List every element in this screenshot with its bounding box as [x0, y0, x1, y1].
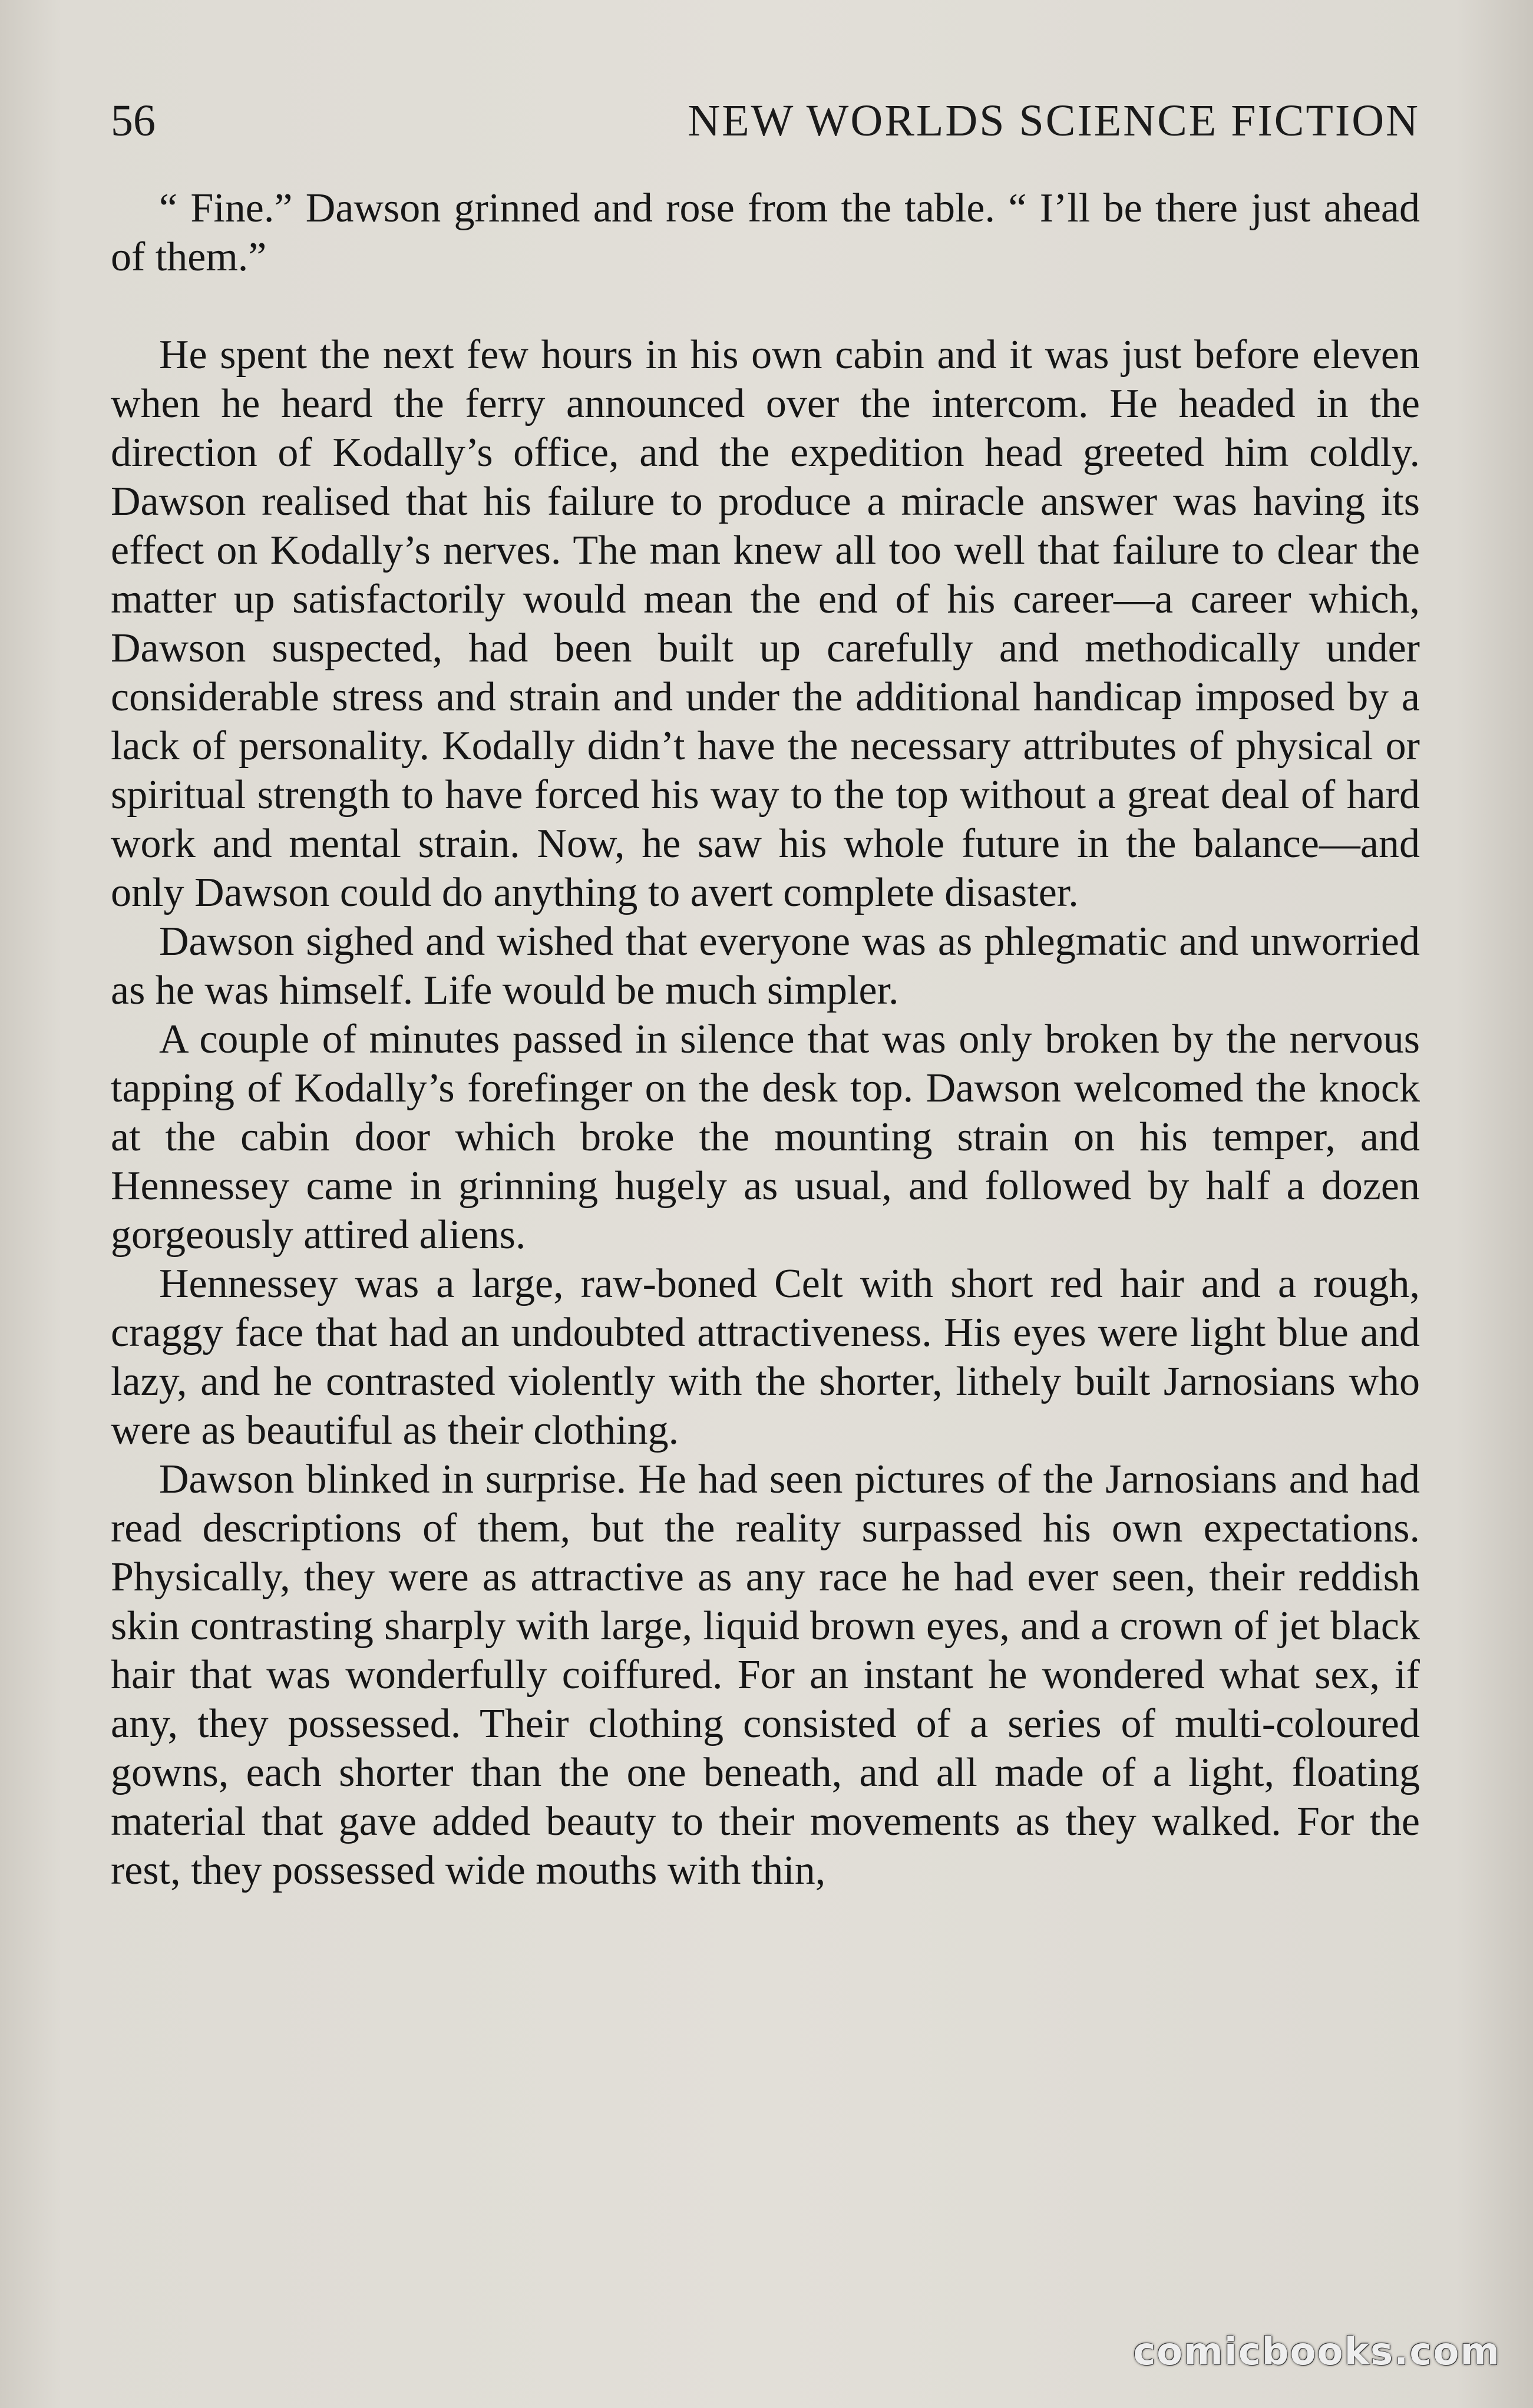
- running-head: NEW WORLDS SCIENCE FICTION: [688, 96, 1420, 145]
- paragraph: He spent the next few hours in his own cabin and it was just before eleven when he heard the ferry announced over the intercom. He headed in the direction of Kodally’s office, and the expedition head greeted him coldly. Dawson realised that his failure to produce a miracle answer was having its effect on Kodally’s nerves. The man knew all too well that failure to clear the matter up satisfactorily would mean the end of his career—a career which, Dawson suspected, had been built up carefully and methodically under considerable stress and strain and under the additional handicap imposed by a lack of personality. Kodally didn’t have the necessary attributes of physical or spiritual strength to have forced his way to the top without a great deal of hard work and mental strain. Now, he saw his whole future in the balance—and only Dawson could do anything to avert complete disaster.: [111, 332, 1420, 915]
- paragraph: Hennessey was a large, raw-boned Celt with short red hair and a rough, craggy face that had an undoubted attractiveness. His eyes were light blue and lazy, and he contrasted violently with the shorter, lithely built Jarnosians who were as beautiful as their clothing.: [111, 1261, 1420, 1453]
- page-number: 56: [111, 96, 156, 145]
- page-header: [111, 88, 1420, 153]
- body-text: [111, 184, 1420, 1895]
- watermark: comicbooks.com: [1133, 2330, 1501, 2374]
- paragraph: A couple of minutes passed in silence that was only broken by the nervous tapping of Kodally’s forefinger on the desk top. Dawson welcomed the knock at the cabin door which broke the mounting strain on his temper, and Hennessey came in grinning hugely as usual, and followed by half a dozen gorgeously attired aliens.: [111, 1017, 1420, 1258]
- paragraph: Dawson blinked in surprise. He had seen pictures of the Jarnosians and had read descriptions of them, but the reality surpassed his own expectations. Physically, they were as attractive as any race he had ever seen, their reddish skin contrasting sharply with large, liquid brown eyes, and a crown of jet black hair that was wonderfully coiffured. For an instant he wondered what sex, if any, they possessed. Their clothing consisted of a series of multi-coloured gowns, each shorter than the one beneath, and all made of a light, floating material that gave added beauty to their movements as they walked. For the rest, they possessed wide mouths with thin,: [111, 1457, 1420, 1893]
- paragraph: Dawson sighed and wished that everyone was as phlegmatic and unworried as he was himself. Life would be much simpler.: [111, 919, 1420, 1013]
- paragraph: “ Fine.” Dawson grinned and rose from the table. “ I’ll be there just ahead of them.”: [111, 186, 1420, 280]
